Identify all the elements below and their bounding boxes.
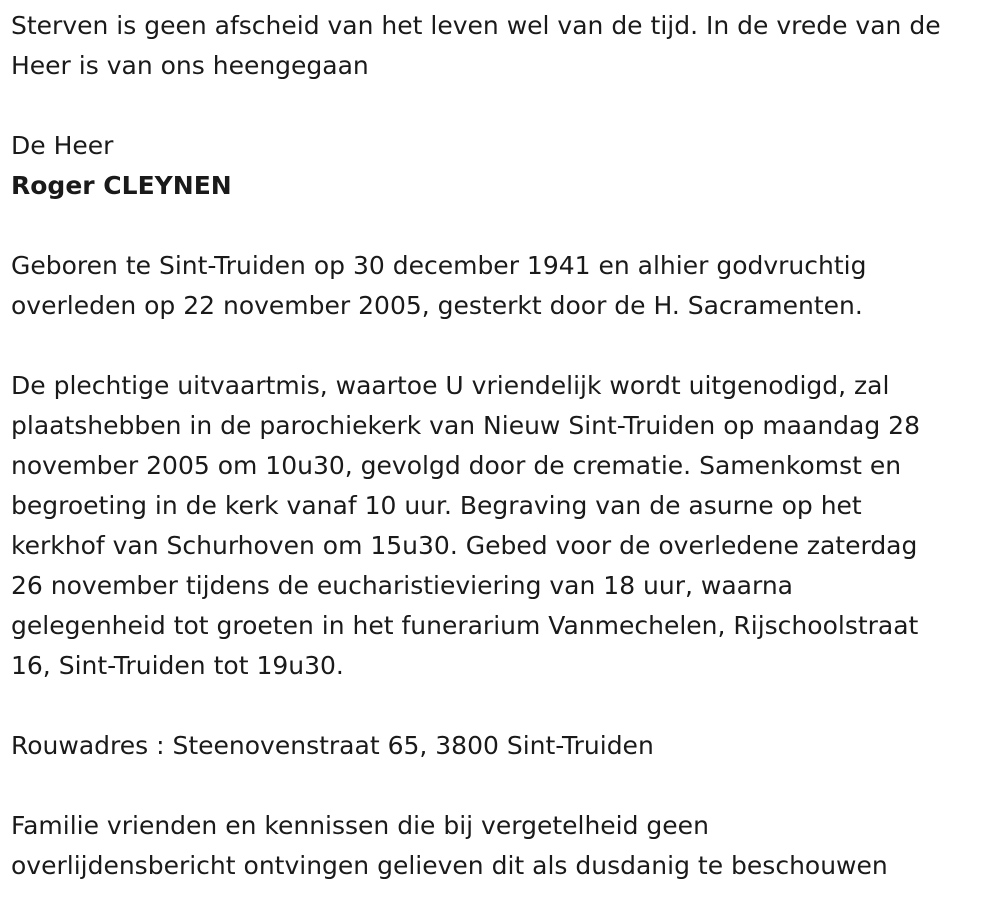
spacer [11, 766, 991, 806]
mourning-address: Rouwadres : Steenovenstraat 65, 3800 Sint-Truiden [11, 731, 654, 760]
salutation: De Heer [11, 131, 114, 160]
funeral-line: november 2005 om 10u30, gevolgd door de crematie. Samenkomst en [11, 451, 902, 480]
funeral-line: gelegenheid tot groeten in het funerarium Vanmechelen, Rijschoolstraat [11, 611, 919, 640]
funeral-line: De plechtige uitvaartmis, waartoe U vriendelijk wordt uitgenodigd, zal [11, 371, 890, 400]
deceased-name: Roger CLEYNEN [11, 171, 232, 200]
funeral-line: begroeting in de kerk vanaf 10 uur. Begraving van de asurne op het [11, 491, 862, 520]
closing-line: overlijdensbericht ontvingen gelieven dit als dusdanig te beschouwen [11, 851, 888, 880]
funeral-line: plaatshebben in de parochiekerk van Nieuw Sint-Truiden op maandag 28 [11, 411, 920, 440]
death-notice [11, 6, 991, 886]
funeral-line: 16, Sint-Truiden tot 19u30. [11, 651, 344, 680]
birth-death-line: Geboren te Sint-Truiden op 30 december 1941 en alhier godvruchtig [11, 251, 867, 280]
birth-death-line: overleden op 22 november 2005, gesterkt door de H. Sacramenten. [11, 291, 863, 320]
closing-line: Familie vrienden en kennissen die bij vergetelheid geen [11, 811, 709, 840]
intro-line: Sterven is geen afscheid van het leven wel van de tijd. In de vrede van de [11, 11, 941, 40]
spacer [11, 326, 991, 366]
intro-line: Heer is van ons heengegaan [11, 51, 369, 80]
funeral-line: kerkhof van Schurhoven om 15u30. Gebed voor de overledene zaterdag [11, 531, 918, 560]
spacer [11, 686, 991, 726]
spacer [11, 86, 991, 126]
spacer [11, 206, 991, 246]
funeral-line: 26 november tijdens de eucharistieviering van 18 uur, waarna [11, 571, 793, 600]
